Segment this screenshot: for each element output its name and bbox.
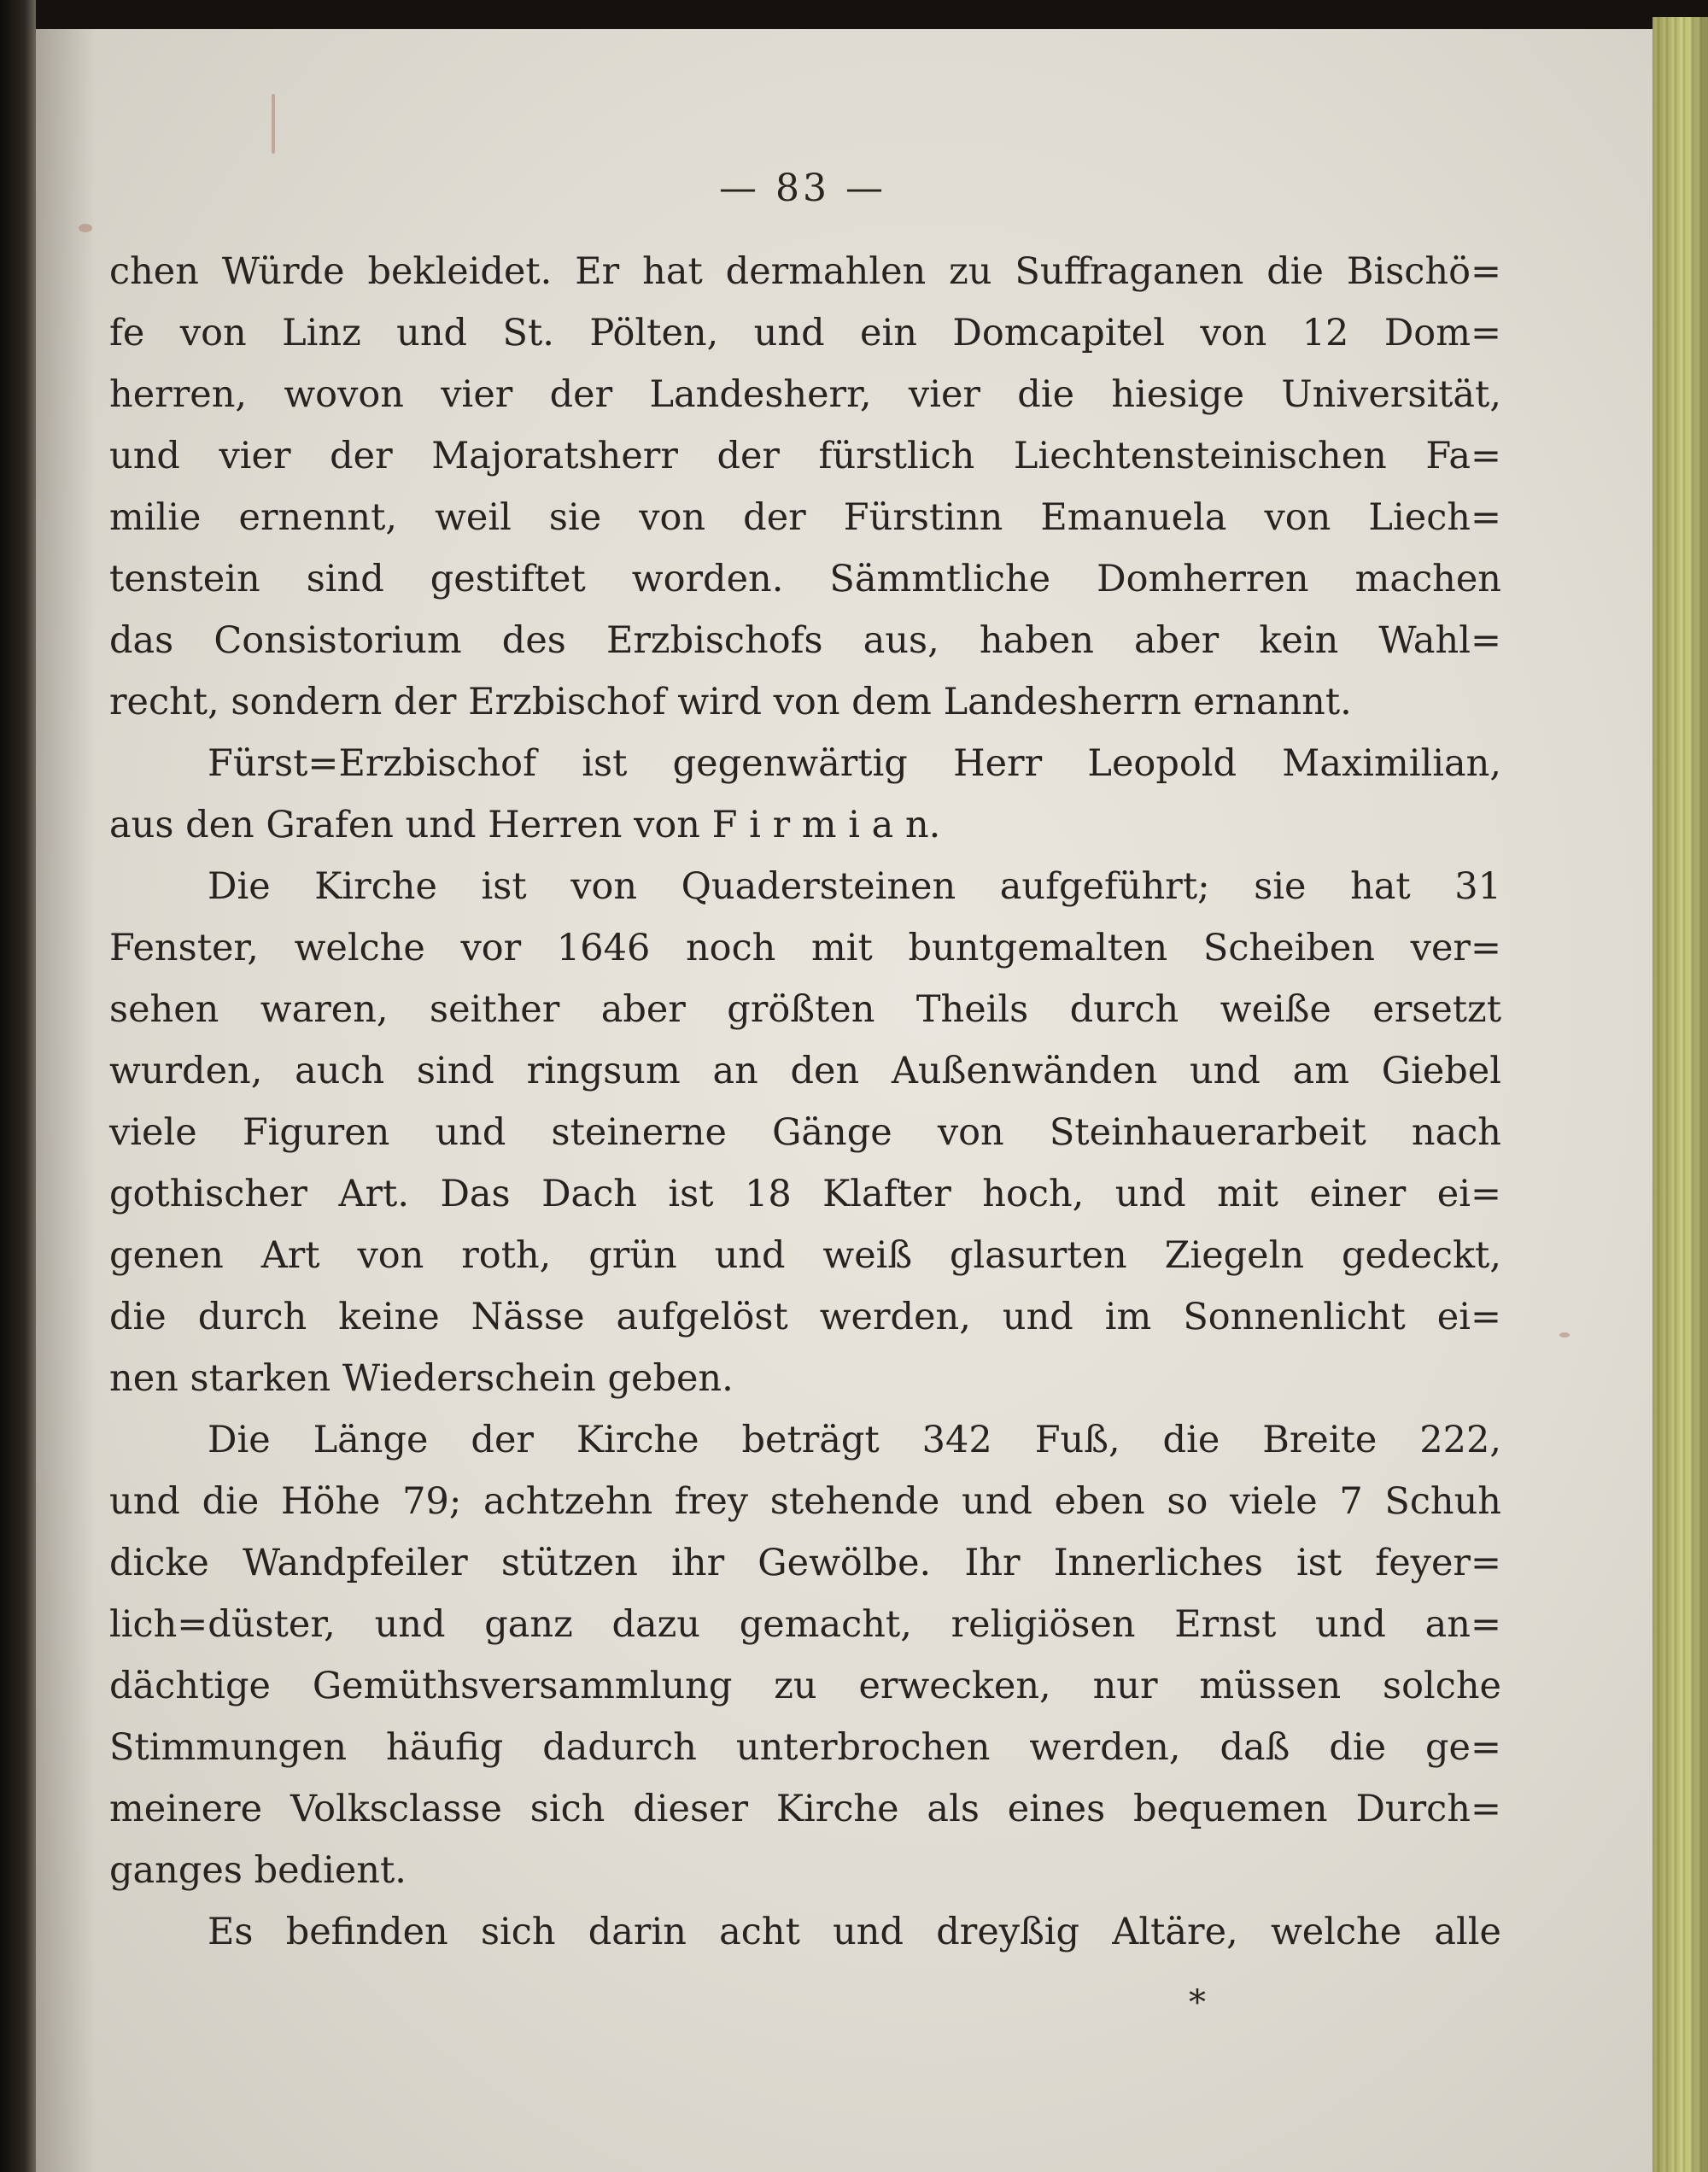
body-text — [109, 241, 1501, 1963]
text-line: Fenster, welche vor 1646 noch mit buntgemalten Scheiben ver= — [109, 927, 1501, 969]
text-line: nen starken Wiederschein geben. — [109, 1357, 734, 1400]
text-line: lich=düster, und ganz dazu gemacht, religiösen Ernst und an= — [109, 1603, 1501, 1646]
catchword-mark: * — [1189, 1983, 1206, 2023]
text-line: dicke Wandpfeiler stützen ihr Gewölbe. Ihr Innerliches ist feyer= — [109, 1542, 1501, 1584]
text-line: das Consistorium des Erzbischofs aus, haben aber kein Wahl= — [109, 619, 1501, 662]
text-line: dächtige Gemüthsversammlung zu erwecken, nur müssen solche — [109, 1665, 1501, 1707]
gutter-shadow — [36, 29, 96, 2172]
text-line: Fürst=Erzbischof ist gegenwärtig Herr Leopold Maximilian, — [208, 742, 1501, 785]
text-line: gothischer Art. Das Dach ist 18 Klafter hoch, und mit einer ei= — [109, 1173, 1501, 1215]
text-line: chen Würde bekleidet. Er hat dermahlen zu Suffraganen die Bischö= — [109, 250, 1501, 293]
text-line: Stimmungen häufig dadurch unterbrochen werden, daß die ge= — [109, 1726, 1501, 1769]
text-line: milie ernennt, weil sie von der Fürstinn Emanuela von Liech= — [109, 496, 1501, 539]
page-stack-shade — [1652, 17, 1708, 2172]
text-line: die durch keine Nässe aufgelöst werden, und im Sonnenlicht ei= — [109, 1296, 1501, 1338]
text-line: ganges bedient. — [109, 1849, 407, 1892]
text-line: fe von Linz und St. Pölten, und ein Domcapitel von 12 Dom= — [109, 312, 1501, 354]
text-line: herren, wovon vier der Landesherr, vier die hiesige Universität, — [109, 373, 1501, 416]
binding-edge — [0, 0, 36, 2172]
text-line: wurden, auch sind ringsum an den Außenwänden und am Giebel — [109, 1050, 1501, 1092]
text-line: Es befinden sich darin acht und dreyßig Altäre, welche alle — [208, 1911, 1501, 1953]
text-line: genen Art von roth, grün und weiß glasurten Ziegeln gedeckt, — [109, 1234, 1501, 1277]
paper-speck — [272, 94, 275, 154]
text-line: und vier der Majoratsherr der fürstlich Liechtensteinischen Fa= — [109, 435, 1501, 477]
text-line: recht, sondern der Erzbischof wird von dem Landesherrn ernannt. — [109, 681, 1352, 723]
paper-speck — [1559, 1332, 1570, 1338]
text-line: Die Kirche ist von Quadersteinen aufgeführt; sie hat 31 — [208, 865, 1501, 908]
text-line: tenstein sind gestiftet worden. Sämmtliche Domherren machen — [109, 558, 1501, 600]
text-line: Die Länge der Kirche beträgt 342 Fuß, die Breite 222, — [208, 1419, 1501, 1461]
text-line: aus den Grafen und Herren von F i r m i a n. — [109, 804, 941, 846]
text-line: und die Höhe 79; achtzehn frey stehende und eben so viele 7 Schuh — [109, 1480, 1501, 1523]
text-line: sehen waren, seither aber größten Theils durch weiße ersetzt — [109, 988, 1501, 1031]
text-line: meinere Volksclasse sich dieser Kirche als eines bequemen Durch= — [109, 1788, 1501, 1830]
paper-speck — [79, 224, 92, 232]
text-line: viele Figuren und steinerne Gänge von Steinhauerarbeit nach — [109, 1111, 1501, 1154]
page-number: — 83 — — [719, 167, 886, 210]
